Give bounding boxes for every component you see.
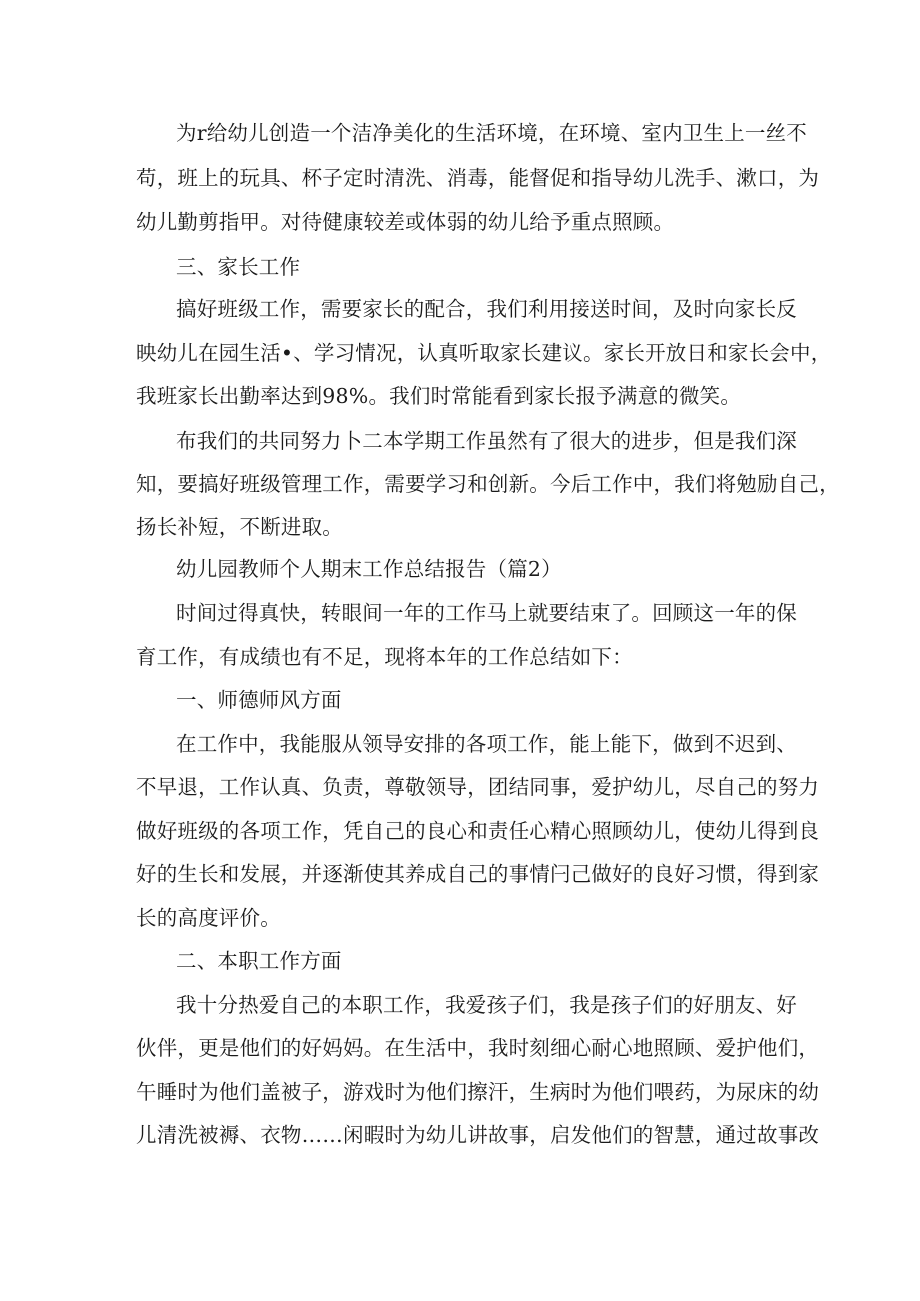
article-title: 幼儿园教师个人期末工作总结报告（篇2） [176,557,562,581]
section-heading: 一、师德师风方面 [176,688,342,712]
paragraph-line: 我班家长出勤率达到98%。我们时常能看到家长报予满意的微笑。 [136,384,742,408]
paragraph-line: 在工作中，我能服从领导安排的各项工作，能上能下，做到不迟到、 [176,732,797,756]
paragraph-line: 做好班级的各项工作，凭自己的良心和责任心精心照顾幼儿，使幼儿得到良 [136,819,820,843]
paragraph-line: 儿清洗被褥、衣物……闲暇时为幼儿讲故事，启发他们的智慧，通过故事改 [136,1123,820,1147]
paragraph-line: 不早退，工作认真、负责，尊敬领导，团结同事，爱护幼儿，尽自己的努力 [136,775,820,799]
paragraph-line: 育工作，有成绩也有不足，现将本年的工作总结如下： [136,645,633,669]
paragraph-line: 扬长补短，不断进取。 [136,515,343,539]
paragraph-line: 映幼儿在园生活•、学习情况，认真听取家长建议。家长开放日和家长会中， [136,341,832,365]
paragraph-line: 苟，班上的玩具、杯子定时清洗、消毒，能督促和指导幼儿洗手、漱口，为 [136,166,820,190]
paragraph-line: 时间过得真快，转眼间一年的工作马上就要结束了。回顾这一年的保 [176,601,797,625]
paragraph-line: 长的高度评价。 [136,906,281,930]
paragraph-line: 午睡时为他们盖被子，游戏时为他们擦汗，生病时为他们喂药，为尿床的幼 [136,1080,820,1104]
paragraph-line: 我十分热爱自己的本职工作，我爱孩子们，我是孩子们的好朋友、好 [176,993,797,1017]
paragraph-line: 知，要搞好班级管理工作，需要学习和创新。今后工作中，我们将勉励自己， [136,472,840,496]
paragraph-line: 幼儿勤剪指甲。对待健康较差或体弱的幼儿给予重点照顾。 [136,210,675,234]
section-heading: 三、家长工作 [176,255,301,279]
paragraph-line: 布我们的共同努力卜二本学期工作虽然有了很大的进步，但是我们深 [176,429,797,453]
paragraph-line: 好的生长和发展，并逐渐使其养成自己的事情闩己做好的良好习惯，得到家 [136,862,820,886]
paragraph-line: 为r给幼儿创造一个洁净美化的生活环境，在环境、室内卫生上一丝不 [176,121,807,145]
paragraph-line: 伙伴，更是他们的好妈妈。在生活中，我时刻细心耐心地照顾、爱护他们， [136,1036,820,1060]
section-heading: 二、本职工作方面 [176,949,342,973]
paragraph-line: 搞好班级工作，需要家长的配合，我们利用接送时间，及时向家长反 [176,297,797,321]
